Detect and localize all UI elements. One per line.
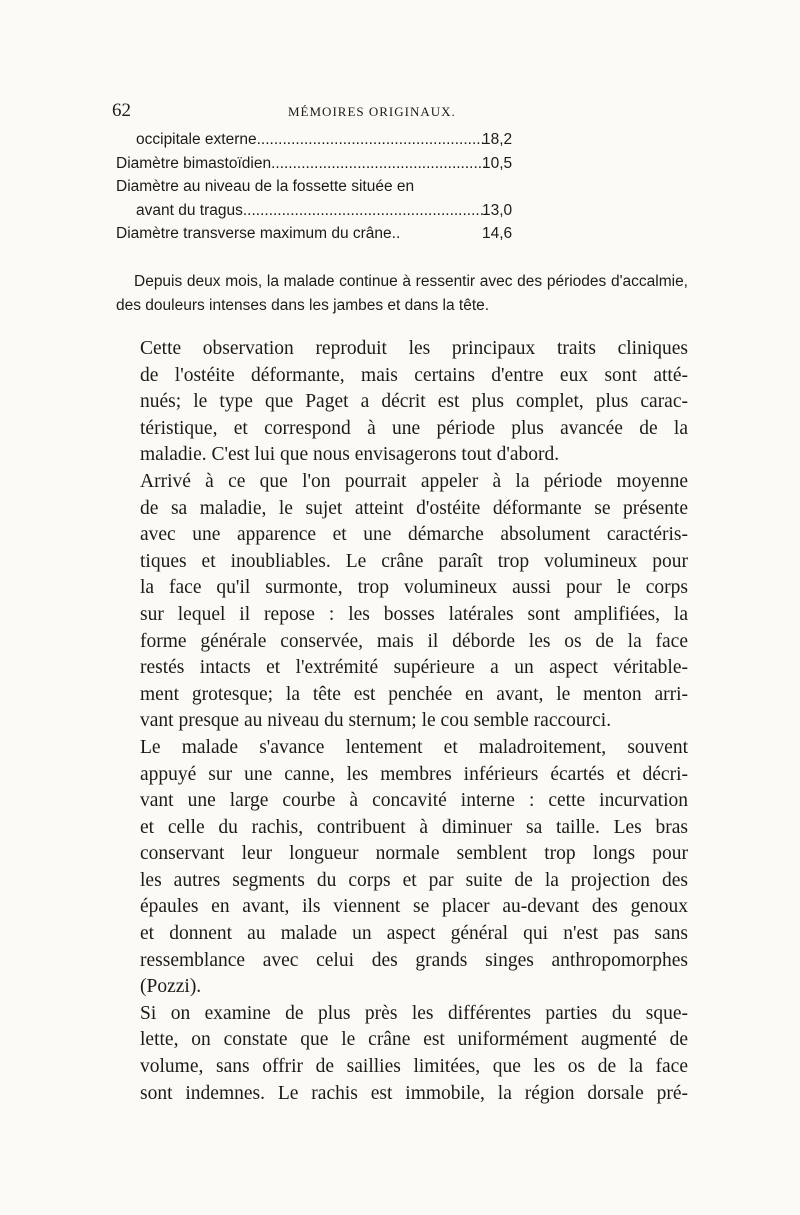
measurement-value: 18,2	[482, 131, 513, 148]
text-line: de sa maladie, le sujet atteint d'ostéite déformante se présente	[140, 497, 688, 519]
running-title: MÉMOIRES ORIGINAUX.	[288, 104, 456, 119]
text-line: (Pozzi).	[140, 976, 202, 998]
text-line: ressemblance avec celui des grands singes anthropomorphes	[140, 949, 688, 971]
text-line: forme générale conservée, mais il déborde les os de la face	[140, 630, 688, 652]
text-line: Cette observation reproduit les principaux traits cliniques	[140, 338, 688, 359]
dot-leader: .....................................................	[256, 131, 485, 148]
measurement-label: Diamètre au niveau de la fossette située en	[116, 178, 415, 195]
paragraph	[116, 1001, 688, 1107]
measurement-label: occipitale externe.....................................................	[136, 131, 485, 148]
text-line: conservant leur longueur normale semblent trop longs pour	[140, 843, 688, 865]
text-line: lette, on constate que le crâne est uniformément augmenté de	[140, 1029, 688, 1051]
text-line: appuyé sur une canne, les membres inférieurs écartés et décri-	[140, 763, 688, 785]
body-text	[116, 336, 688, 1107]
measurement-value: 14,6	[482, 225, 513, 242]
measurement-list	[116, 128, 586, 246]
measurement-row	[116, 175, 586, 199]
text-line: la face qu'il surmonte, trop volumineux aussi pour le corps	[140, 577, 688, 599]
text-line: Si on examine de plus près les différentes parties du sque-	[140, 1002, 688, 1024]
paragraph	[116, 336, 688, 469]
text-line: sont indemnes. Le rachis est immobile, la région dorsale pré-	[140, 1082, 688, 1104]
page-number: 62	[112, 100, 131, 121]
text-line: épaules en avant, ils viennent se placer au-devant des genoux	[140, 896, 688, 918]
text-line: vant presque au niveau du sternum; le cou semble raccourci.	[140, 710, 612, 732]
measurement-row	[116, 152, 586, 176]
measurement-label: Diamètre bimastoïdien..................................................	[116, 154, 487, 172]
text-line: vant une large courbe à concavité interne : cette incurvation	[140, 790, 688, 812]
measurement-label: avant du tragus.........................................................	[136, 201, 489, 219]
text-line: maladie. C'est lui que nous envisagerons tout d'abord.	[140, 444, 560, 466]
text-line: les autres segments du corps et par suite de la projection des	[140, 869, 688, 891]
text-line: de l'ostéite déformante, mais certains d'entre eux sont atté-	[140, 364, 688, 386]
measurement-row	[116, 222, 586, 246]
text-line: et celle du rachis, contribuent à diminuer sa taille. Les bras	[140, 816, 688, 838]
text-line: restés intacts et l'extrémité supérieure a un aspect véritable-	[140, 657, 688, 679]
case-note	[116, 270, 688, 318]
page-header	[112, 100, 692, 126]
measurement-label: Diamètre transverse maximum du crâne..	[116, 225, 401, 242]
dot-leader: ..................................................	[271, 154, 487, 172]
note-paragraph: Depuis deux mois, la malade continue à ressentir avec des périodes d'accalmie, des douleurs intenses dans les jambes et dans la tête.	[116, 273, 688, 314]
text-line: Arrivé à ce que l'on pourrait appeler à la période moyenne	[140, 470, 688, 492]
text-line: ment grotesque; la tête est penchée en avant, le menton arri-	[140, 683, 688, 705]
text-line: Le malade s'avance lentement et maladroitement, souvent	[140, 736, 688, 758]
paragraph	[116, 735, 688, 1001]
dot-leader: .........................................................	[242, 201, 489, 219]
text-line: et donnent au malade un aspect général qui n'est pas sans	[140, 923, 688, 945]
measurement-value: 13,0	[482, 201, 513, 219]
text-line: volume, sans offrir de saillies limitées, que les os de la face	[140, 1056, 688, 1078]
measurement-row	[116, 199, 586, 223]
measurement-value: 10,5	[482, 154, 513, 172]
text-line: tiques et inoubliables. Le crâne paraît trop volumineux pour	[140, 550, 688, 572]
text-line: avec une apparence et une démarche absolument caractéris-	[140, 524, 688, 546]
paragraph	[116, 469, 688, 735]
measurement-row	[116, 128, 586, 152]
text-line: téristique, et correspond à une période plus avancée de la	[140, 417, 688, 439]
text-line: nués; le type que Paget a décrit est plus complet, plus carac-	[140, 391, 688, 413]
text-line: sur lequel il repose : les bosses latérales sont amplifiées, la	[140, 603, 688, 625]
